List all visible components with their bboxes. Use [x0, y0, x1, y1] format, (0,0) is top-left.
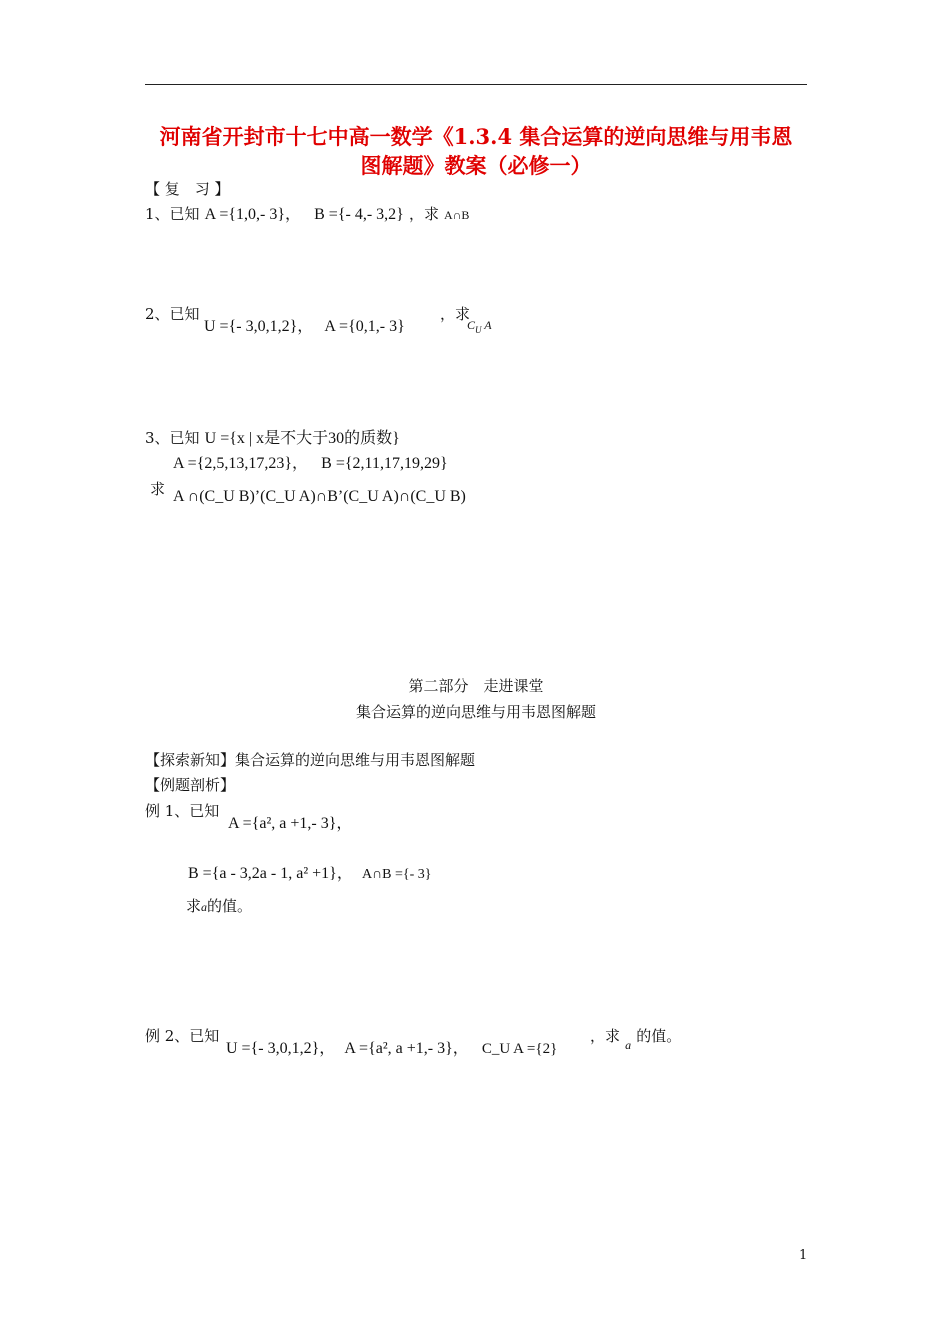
ex2-math	[226, 1035, 557, 1058]
ex1-a-set: A ={a², a +1,- 3}，	[228, 815, 353, 832]
q1-a-set: A ={1,0,- 3}，	[204, 206, 302, 223]
q2-target-c: C	[467, 318, 476, 332]
ex1-ask: 求	[186, 897, 202, 915]
ex1-tail: 的值。	[207, 897, 253, 915]
q3-b-set: B ={2,11,17,19,29}	[321, 455, 448, 472]
q3-u-set: U ={x | x是不大于30的质数}	[204, 430, 400, 447]
question-3-line2	[173, 450, 448, 473]
ex2-tail: 的值。	[636, 1027, 682, 1045]
ex2-ask: ，求	[590, 1027, 621, 1045]
ex1-condition: A∩B ={- 3}	[361, 867, 432, 882]
part2-subtitle: 集合运算的逆向思维与用韦恩图解题	[355, 703, 596, 721]
q3-expression	[173, 488, 466, 506]
ex2-c-set: C_U A ={2}	[481, 1041, 558, 1057]
q1-target: A∩B	[444, 208, 470, 222]
q1-b-set: B ={- 4,- 3,2}	[314, 206, 404, 223]
ex1-line3	[186, 895, 252, 916]
question-2-math	[204, 313, 405, 336]
q1-ask: ，求	[408, 205, 439, 223]
q2-target-tail: A	[481, 318, 492, 332]
q3-ask: 求	[150, 480, 166, 498]
doc-title-line2: 图解题》教案（必修一）	[360, 153, 592, 178]
q2-target-sub: U	[475, 325, 482, 335]
ex1-prefix: 例 1、已知	[145, 802, 220, 820]
ex1-b-set: B ={a - 3,2a - 1, a² +1}，	[188, 865, 353, 882]
q2-a-set: A ={0,1,- 3}	[324, 318, 405, 335]
explore-line: 【探索新知】集合运算的逆向思维与用韦恩图解题	[145, 751, 476, 769]
q3-prefix: 3、已知	[145, 429, 200, 447]
q1-prefix: 1、已知	[145, 205, 200, 223]
doc-title-line1: 河南省开封市十七中高一数学《1.3.4 集合运算的逆向思维与用韦恩	[159, 124, 793, 149]
top-rule	[145, 84, 807, 85]
examples-heading: 【例题剖析】	[145, 776, 236, 794]
q3-expr: A ∩(C_U B)’(C_U A)∩B’(C_U A)∩(C_U B)	[173, 488, 466, 505]
question-1	[145, 201, 469, 224]
q2-ask: ，求	[440, 305, 471, 323]
ex1-var: a	[201, 900, 208, 914]
question-3-line1	[145, 425, 400, 448]
q2-target	[467, 314, 492, 333]
q2-u-set: U ={- 3,0,1,2}，	[204, 318, 314, 335]
ex1-line2	[188, 860, 432, 883]
part2-heading: 第二部分 走进课堂	[408, 677, 544, 695]
review-heading: 【 复 习 】	[145, 180, 230, 198]
ex2-prefix: 例 2、已知	[145, 1027, 220, 1045]
q2-prefix: 2、已知	[145, 305, 200, 323]
ex2-var: a	[625, 1038, 632, 1052]
q3-a-set: A ={2,5,13,17,23}，	[173, 455, 309, 472]
ex2-a-set: A ={a², a +1,- 3}，	[344, 1040, 469, 1057]
ex2-u-set: U ={- 3,0,1,2}，	[226, 1040, 336, 1057]
ex2-ask-group	[590, 1025, 682, 1052]
page-number: 1	[799, 1248, 808, 1263]
